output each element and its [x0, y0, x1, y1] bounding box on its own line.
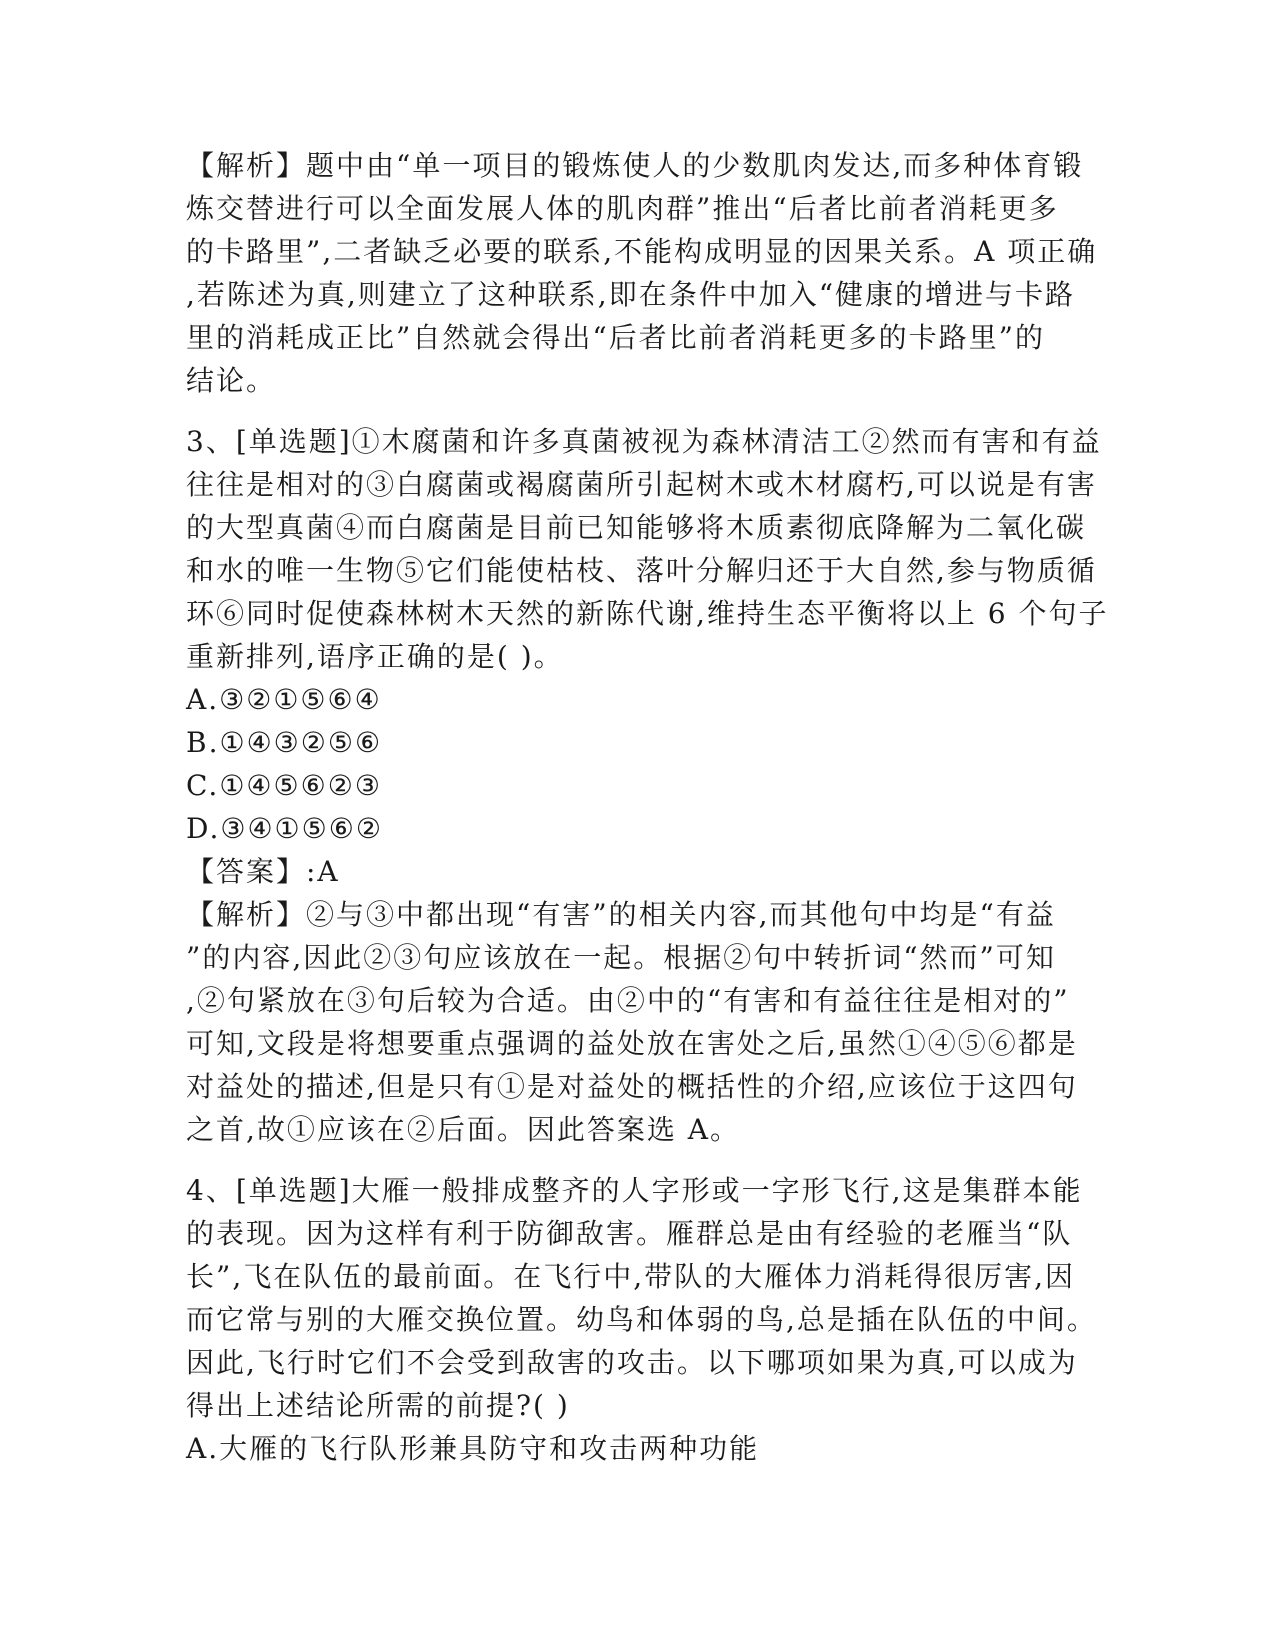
option-d: D.③④①⑤⑥②	[186, 812, 383, 845]
question-stem-line: 而它常与别的大雁交换位置。幼鸟和体弱的鸟,总是插在队伍的中间。	[186, 1303, 1097, 1336]
question-stem-line: 的表现。因为这样有利于防御敌害。雁群总是由有经验的老雁当“队	[186, 1217, 1073, 1250]
analysis-line: 之首,故①应该在②后面。因此答案选 A。	[186, 1113, 741, 1146]
text-line: 结论。	[186, 364, 277, 397]
question-stem-line: 4、[单选题]大雁一般排成整齐的人字形或一字形飞行,这是集群本能	[186, 1174, 1083, 1207]
analysis-line: 对益处的描述,但是只有①是对益处的概括性的介绍,应该位于这四句	[186, 1070, 1078, 1103]
question-stem-line: 长”,飞在队伍的最前面。在飞行中,带队的大雁体力消耗得很厉害,因	[186, 1260, 1076, 1293]
answer-line: 【答案】:A	[186, 855, 340, 888]
text-line: 里的消耗成正比”自然就会得出“后者比前者消耗更多的卡路里”的	[186, 321, 1045, 354]
text-line: 炼交替进行可以全面发展人体的肌肉群”推出“后者比前者消耗更多	[186, 192, 1059, 225]
text-line: 的卡路里”,二者缺乏必要的联系,不能构成明显的因果关系。A 项正确	[186, 235, 1098, 268]
question-3	[186, 420, 1109, 1151]
analysis-line: 可知,文段是将想要重点强调的益处放在害处之后,虽然①④⑤⑥都是	[186, 1027, 1078, 1060]
paragraph-gap	[186, 1151, 1086, 1169]
question-stem-line: 和水的唯一生物⑤它们能使枯枝、落叶分解归还于大自然,参与物质循	[186, 554, 1097, 587]
question-stem-line: 重新排列,语序正确的是( )。	[186, 640, 564, 673]
option-c: C.①④⑤⑥②③	[186, 769, 382, 802]
question-stem-line: 3、[单选题]①木腐菌和许多真菌被视为森林清洁工②然而有害和有益	[186, 425, 1102, 458]
text-line: ,若陈述为真,则建立了这种联系,即在条件中加入“健康的增进与卡路	[186, 278, 1076, 311]
question-stem-line: 往往是相对的③白腐菌或褐腐菌所引起树木或木材腐朽,可以说是有害	[186, 468, 1097, 501]
option-a: A.③②①⑤⑥④	[186, 683, 382, 716]
option-b: B.①④③②⑤⑥	[186, 726, 383, 759]
text-line: 【解析】题中由“单一项目的锻炼使人的少数肌肉发达,而多种体育锻	[186, 149, 1084, 182]
question-stem-line: 环⑥同时促使森林树木天然的新陈代谢,维持生态平衡将以上 6 个句子	[186, 597, 1109, 630]
document-content	[186, 144, 1109, 1470]
question-stem-line: 得出上述结论所需的前提?( )	[186, 1389, 570, 1422]
option-a: A.大雁的飞行队形兼具防守和攻击两种功能	[186, 1432, 760, 1465]
question-4	[186, 1169, 1097, 1470]
analysis-line: ”的内容,因此②③句应该放在一起。根据②句中转折词“然而”可知	[186, 941, 1056, 974]
question-stem-line: 的大型真菌④而白腐菌是目前已知能够将木质素彻底降解为二氧化碳	[186, 511, 1087, 544]
prev-analysis-block	[186, 144, 1098, 402]
analysis-line: 【解析】②与③中都出现“有害”的相关内容,而其他句中均是“有益	[186, 898, 1056, 931]
analysis-line: ,②句紧放在③句后较为合适。由②中的“有害和有益往往是相对的”	[186, 984, 1070, 1017]
paragraph-gap	[186, 402, 1086, 420]
question-stem-line: 因此,飞行时它们不会受到敌害的攻击。以下哪项如果为真,可以成为	[186, 1346, 1078, 1379]
